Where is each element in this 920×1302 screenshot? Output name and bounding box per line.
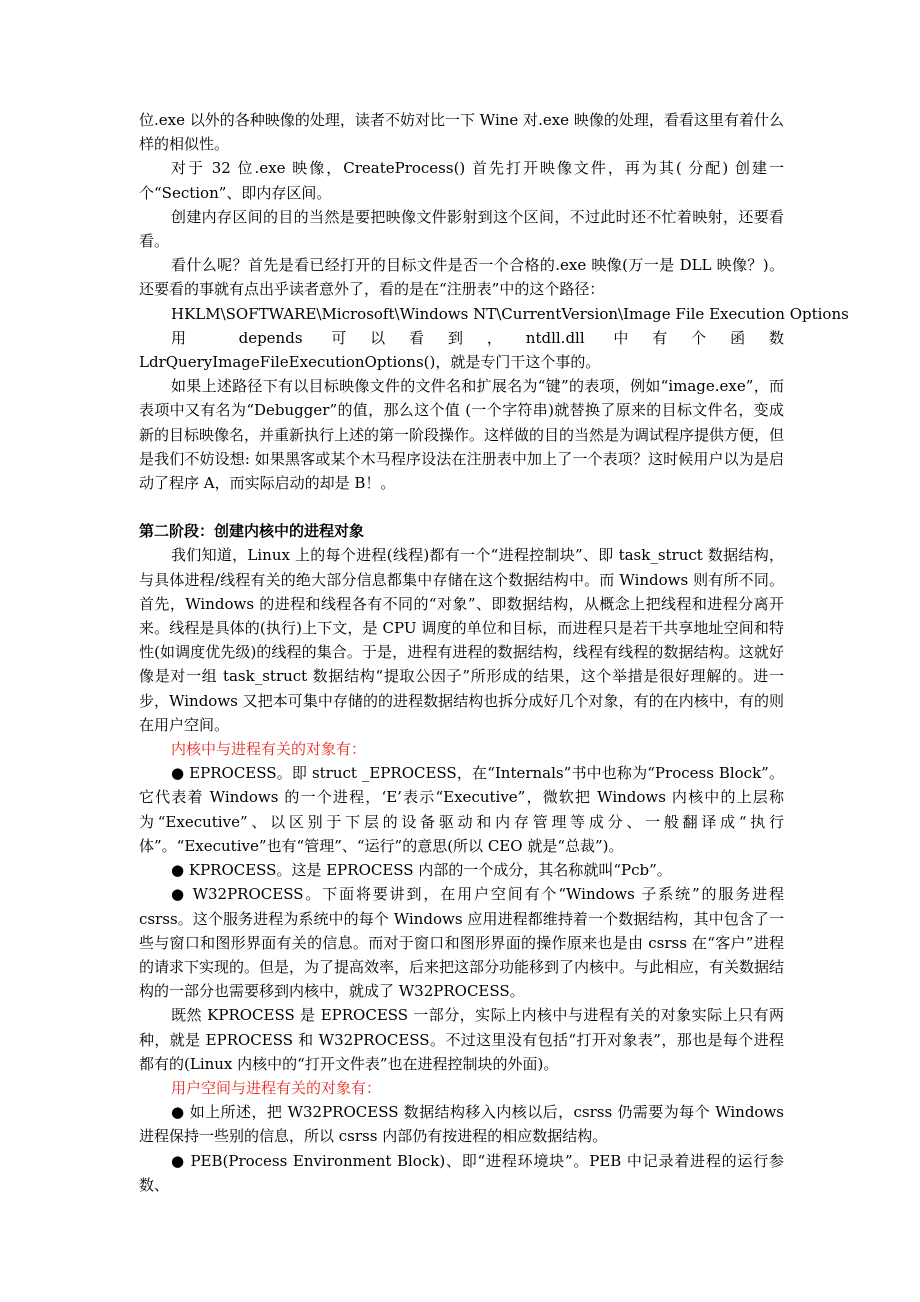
spacer <box>139 495 784 519</box>
kernel-objects-subheading: 内核中与进程有关的对象有： <box>171 740 367 759</box>
bullet-eprocess: ● EPROCESS。即 struct _EPROCESS，在“Internals”书中也称为“Process Block”。它代表着 Windows 的一个进程，‘E’表示“Executive”，微软把 Windows 内核中的上层称为“Executive”、以区别于下层的设备驱动和内存管理等成分、一般翻译成“执行体”。“Executive”也有“管理”、“运行”的意思(所以 CEO 就是“总裁”)。 <box>139 764 784 855</box>
paragraph-1: 位.exe 以外的各种映像的处理，读者不妨对比一下 Wine 对.exe 映像的处理，看看这里有着什么样的相似性。 <box>139 111 784 154</box>
bullet-kprocess: ● KPROCESS。这是 EPROCESS 内部的一个成分，其名称就叫“Pcb”。 <box>171 861 672 880</box>
paragraph-8: 既然 KPROCESS 是 EPROCESS 一部分，实际上内核中与进程有关的对象实际上只有两种，就是 EPROCESS 和 W32PROCESS。不过这里没有包括“打开对象表”，那也是每个进程都有的(Linux 内核中的“打开文件表”也在进程控制块的外面)。 <box>139 1006 784 1073</box>
paragraph-6: 如果上述路径下有以目标映像文件的文件名和扩展名为“键”的表项，例如“image.exe”，而表项中又有名为“Debugger”的值，那么这个值 (一个字符串)就替换了原来的目标文件名，变成新的目标映像名，并重新执行上述的第一阶段操作。这样做的目的当然是为调试程序提供方便，但是我们不妨设想: 如果黑客或某个木马程序设法在注册表中加上了一个表项？这时候用户以为是启动了程序 A，而实际启动的却是 B！。 <box>139 377 785 493</box>
user-space-objects-subheading: 用户空间与进程有关的对象有： <box>171 1078 382 1097</box>
section-heading: 第二阶段：创建内核中的进程对象 <box>139 522 365 541</box>
registry-path: HKLM\SOFTWARE\Microsoft\Windows NT\CurrentVersion\Image File Execution Options <box>171 304 849 323</box>
paragraph-7: 我们知道，Linux 上的每个进程(线程)都有一个“进程控制块”、即 task_struct 数据结构，与具体进程/线程有关的绝大部分信息都集中存储在这个数据结构中。而 Windows 则有所不同。首先，Windows 的进程和线程各有不同的“对象”、即数据结构，从概念上把线程和进程分离开来。线程是具体的(执行)上下文，是 CPU 调度的单位和目标，而进程只是若干共享地址空间和特性(如调度优先级)的线程的集合。于是，进程有进程的数据结构，线程有线程的数据结构。这就好像是对一组 task_struct 数据结构“提取公因子”所形成的结果，这个举措是很好理解的。进一步，Windows 又把本可集中存储的的进程数据结构也拆分成好几个对象，有的在内核中，有的则在用户空间。 <box>139 546 784 734</box>
document-body <box>139 108 849 1197</box>
paragraph-4: 看什么呢？首先是看已经打开的目标文件是否一个合格的.exe 映像(万一是 DLL 映像？)。还要看的事就有点出乎读者意外了，看的是在“注册表”中的这个路径： <box>139 256 784 299</box>
bullet-peb: ● PEB(Process Environment Block)、即“进程环境块”。PEB 中记录着进程的运行参数、 <box>139 1151 784 1194</box>
bullet-csrss: ● 如上所述，把 W32PROCESS 数据结构移入内核以后，csrss 仍需要为每个 Windows 进程保持一些别的信息，所以 csrss 内部仍有按进程的相应数据结构。 <box>139 1103 784 1146</box>
paragraph-3: 创建内存区间的目的当然是要把映像文件影射到这个区间，不过此时还不忙着映射，还要看看。 <box>139 207 784 251</box>
paragraph-5: 用 depends 可以看到，ntdll.dll 中有个函数 LdrQueryImageFileExecutionOptions()，就是专门干这个事的。 <box>139 328 784 372</box>
bullet-w32process: ● W32PROCESS。下面将要讲到，在用户空间有个“Windows 子系统”的服务进程 csrss。这个服务进程为系统中的每个 Windows 应用进程都维持着一个数据结构，其中包含了一些与窗口和图形界面有关的信息。而对于窗口和图形界面的操作原来也是由 csrss 在“客户”进程的请求下实现的。但是，为了提高效率，后来把这部分功能移到了内核中。与此相应，有关数据结构的一部分也需要移到内核中，就成了 W32PROCESS。 <box>139 885 785 1001</box>
paragraph-2: 对于 32 位.exe 映像，CreateProcess() 首先打开映像文件，再为其( 分配) 创建一个“Section”、即内存区间。 <box>139 159 784 202</box>
